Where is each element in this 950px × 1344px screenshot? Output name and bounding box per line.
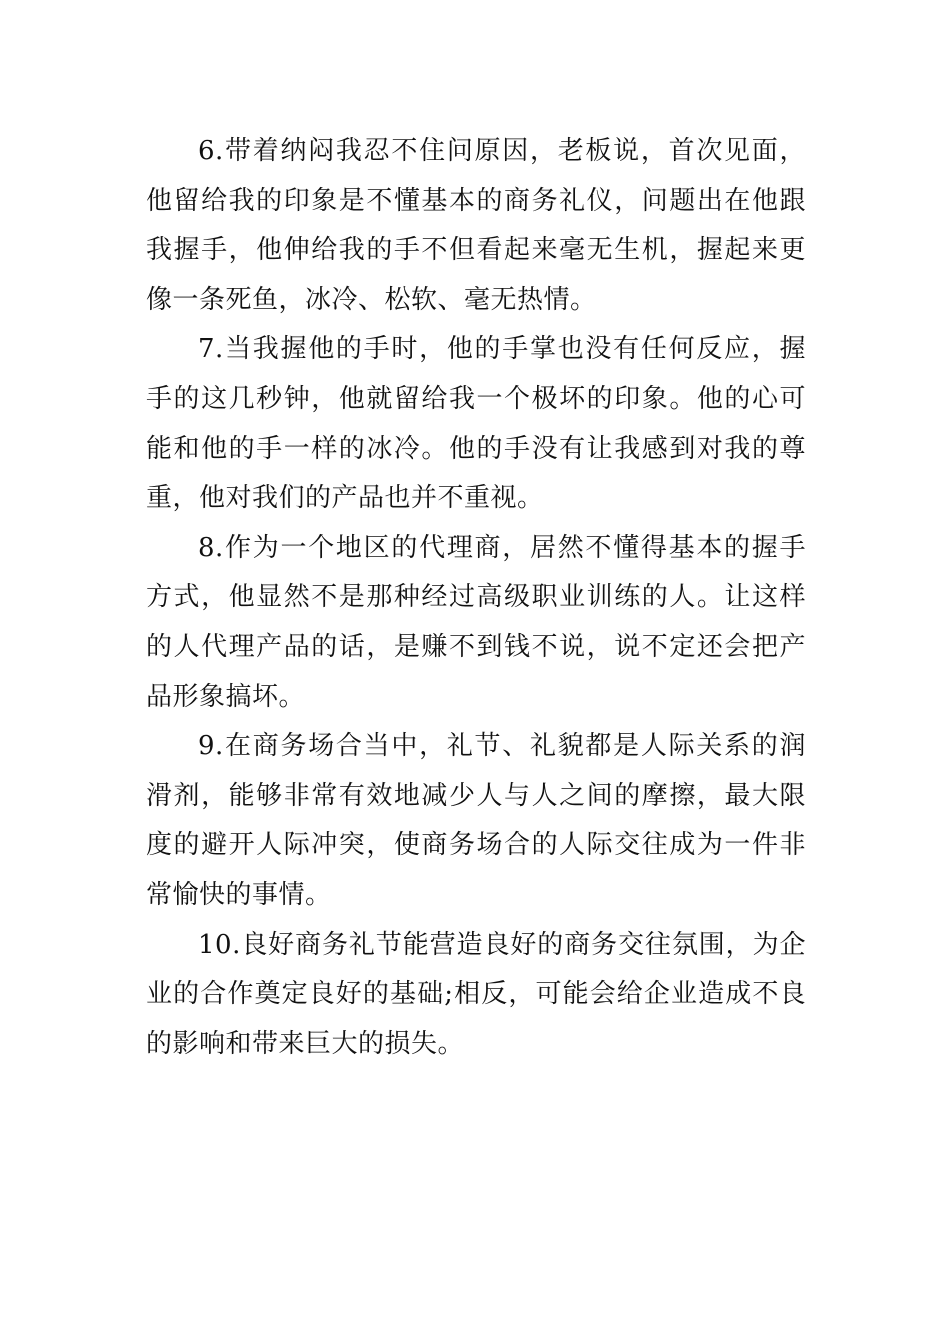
paragraph-6: 6.带着纳闷我忍不住问原因，老板说，首次见面，他留给我的印象是不懂基本的商务礼仪，问题出在他跟我握手，他伸给我的手不但看起来毫无生机，握起来更像一条死鱼，冰冷、松软、毫无热情。 <box>146 136 806 315</box>
paragraph-10: 10.良好商务礼节能营造良好的商务交往氛围，为企业的合作奠定良好的基础;相反，可能会给企业造成不良的影响和带来巨大的损失。 <box>146 929 806 1059</box>
paragraph-7: 7.当我握他的手时，他的手掌也没有任何反应，握手的这几秒钟，他就留给我一个极坏的印象。他的心可能和他的手一样的冰冷。他的手没有让我感到对我的尊重，他对我们的产品也并不重视。 <box>146 334 806 514</box>
paragraph-8: 8.作为一个地区的代理商，居然不懂得基本的握手方式，他显然不是那种经过高级职业训练的人。让这样的人代理产品的话，是赚不到钱不说，说不定还会把产品形象搞坏。 <box>146 532 806 712</box>
document-body <box>146 127 806 1069</box>
paragraph-9: 9.在商务场合当中，礼节、礼貌都是人际关系的润滑剂，能够非常有效地减少人与人之间的摩擦，最大限度的避开人际冲突，使商务场合的人际交往成为一件非常愉快的事情。 <box>146 731 806 910</box>
